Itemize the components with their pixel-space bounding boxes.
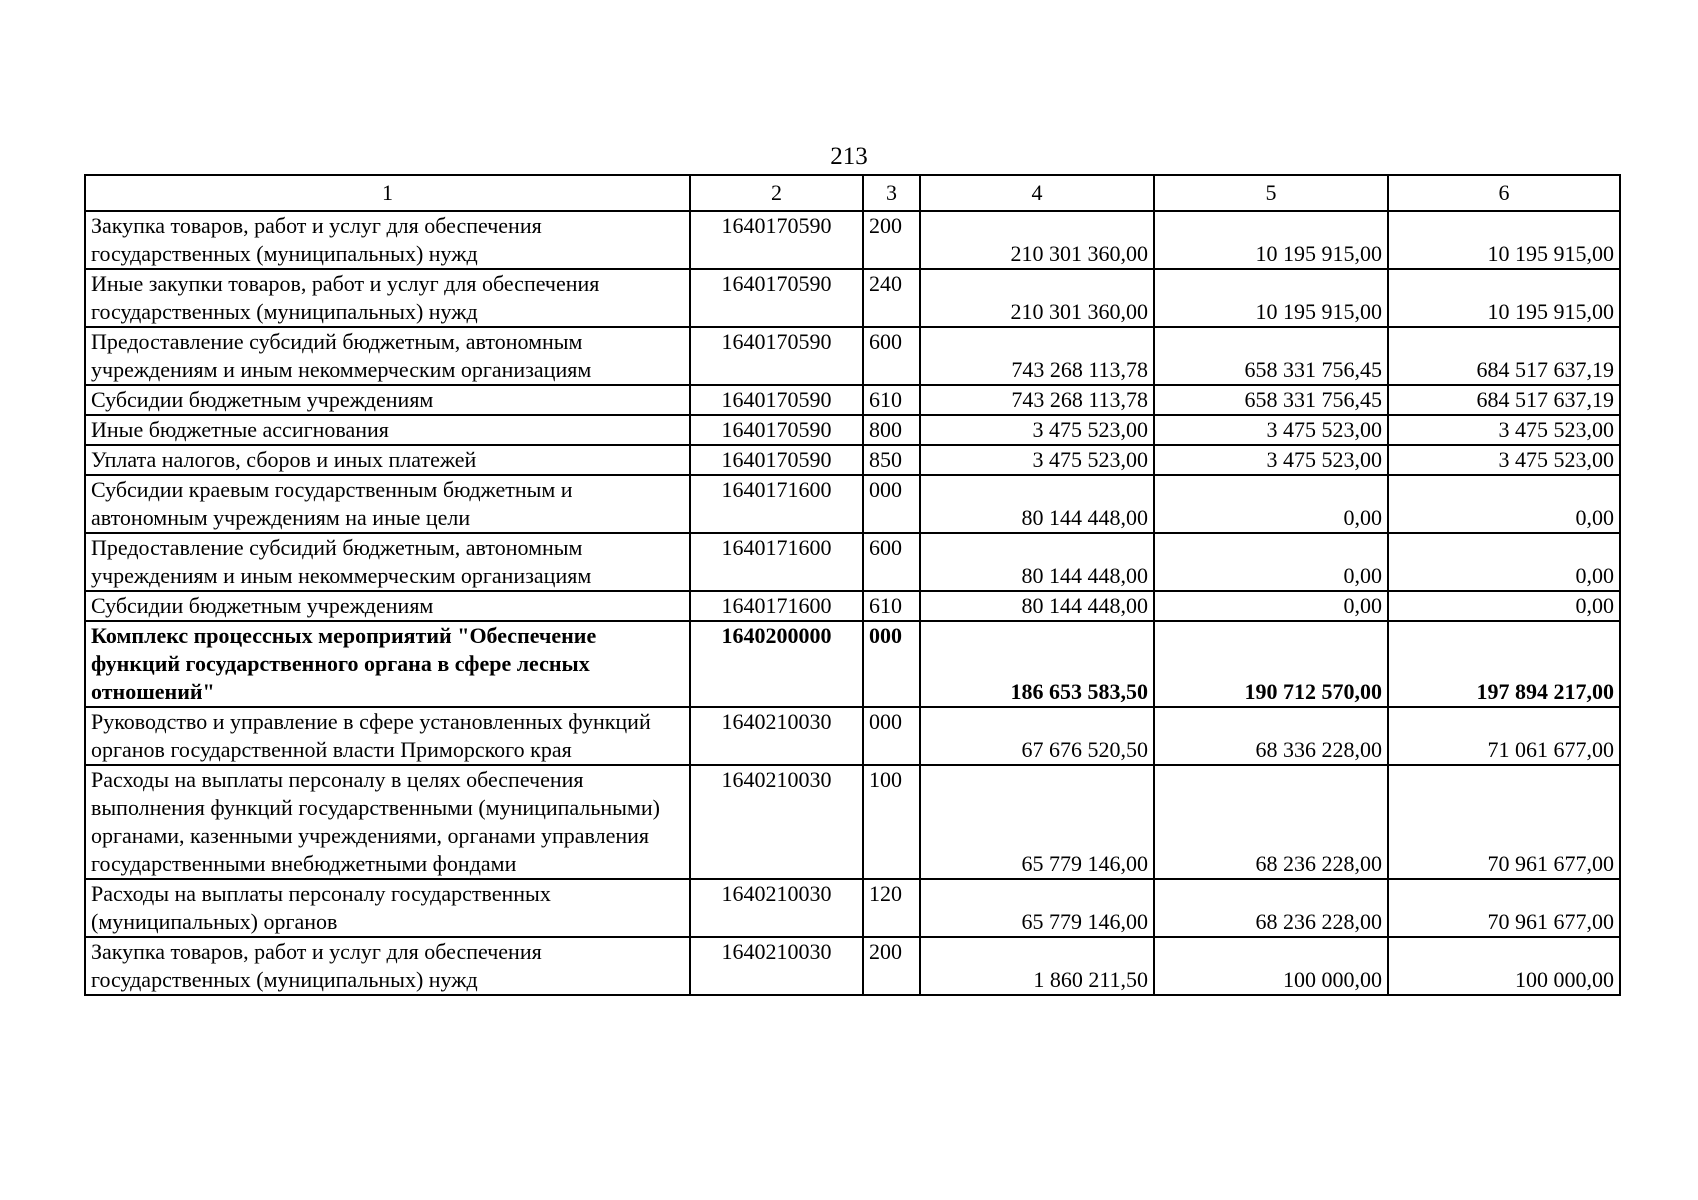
row-expense-type: 000 [863,707,920,765]
row-amount-col4: 65 779 146,00 [920,765,1154,879]
row-expense-type: 000 [863,621,920,707]
row-code: 1640170590 [690,385,863,415]
row-name: Уплата налогов, сборов и иных платежей [85,445,690,475]
row-name: Предоставление субсидий бюджетным, автономным учреждениям и иным некоммерческим организациям [85,533,690,591]
row-expense-type: 800 [863,415,920,445]
row-code: 1640210030 [690,765,863,879]
row-name: Руководство и управление в сфере установленных функций органов государственной власти Приморского края [85,707,690,765]
row-code: 1640171600 [690,533,863,591]
row-amount-col6: 684 517 637,19 [1388,385,1620,415]
row-name: Субсидии краевым государственным бюджетным и автономным учреждениям на иные цели [85,475,690,533]
row-amount-col4: 80 144 448,00 [920,475,1154,533]
row-amount-col4: 210 301 360,00 [920,269,1154,327]
row-amount-col4: 210 301 360,00 [920,211,1154,269]
row-code: 1640171600 [690,591,863,621]
row-amount-col5: 68 336 228,00 [1154,707,1388,765]
row-name: Иные бюджетные ассигнования [85,415,690,445]
row-code: 1640170590 [690,415,863,445]
table-row [85,765,1620,879]
row-expense-type: 600 [863,327,920,385]
table-row [85,533,1620,591]
row-name: Субсидии бюджетным учреждениям [85,591,690,621]
row-amount-col5: 100 000,00 [1154,937,1388,995]
column-header: 6 [1388,175,1620,211]
row-amount-col6: 100 000,00 [1388,937,1620,995]
column-header: 1 [85,175,690,211]
row-amount-col6: 70 961 677,00 [1388,765,1620,879]
row-code: 1640200000 [690,621,863,707]
row-amount-col6: 10 195 915,00 [1388,269,1620,327]
table-row [85,211,1620,269]
row-amount-col6: 3 475 523,00 [1388,445,1620,475]
table-row [85,591,1620,621]
table-row [85,445,1620,475]
row-code: 1640171600 [690,475,863,533]
table-row [85,327,1620,385]
row-amount-col4: 3 475 523,00 [920,415,1154,445]
row-code: 1640210030 [690,937,863,995]
row-amount-col6: 684 517 637,19 [1388,327,1620,385]
row-amount-col4: 67 676 520,50 [920,707,1154,765]
row-name: Расходы на выплаты персоналу государственных (муниципальных) органов [85,879,690,937]
row-code: 1640210030 [690,707,863,765]
row-amount-col5: 10 195 915,00 [1154,269,1388,327]
table-row [85,385,1620,415]
column-header: 5 [1154,175,1388,211]
row-amount-col5: 658 331 756,45 [1154,327,1388,385]
row-code: 1640170590 [690,445,863,475]
row-amount-col5: 0,00 [1154,533,1388,591]
row-amount-col4: 80 144 448,00 [920,591,1154,621]
table-row [85,707,1620,765]
table-row [85,621,1620,707]
row-name: Предоставление субсидий бюджетным, автономным учреждениям и иным некоммерческим организациям [85,327,690,385]
table-header-row [85,175,1620,211]
row-amount-col5: 0,00 [1154,475,1388,533]
row-name: Субсидии бюджетным учреждениям [85,385,690,415]
column-header: 4 [920,175,1154,211]
row-name: Закупка товаров, работ и услуг для обеспечения государственных (муниципальных) нужд [85,211,690,269]
row-expense-type: 240 [863,269,920,327]
row-amount-col4: 743 268 113,78 [920,327,1154,385]
row-amount-col6: 71 061 677,00 [1388,707,1620,765]
row-amount-col4: 3 475 523,00 [920,445,1154,475]
row-amount-col5: 190 712 570,00 [1154,621,1388,707]
row-code: 1640170590 [690,327,863,385]
row-name: Расходы на выплаты персоналу в целях обеспечения выполнения функций государственными (муниципальными) органами, казенными учреждениями, органами управления государственными внебюджетными фондами [85,765,690,879]
row-amount-col6: 0,00 [1388,533,1620,591]
row-amount-col5: 3 475 523,00 [1154,415,1388,445]
row-code: 1640210030 [690,879,863,937]
row-amount-col4: 186 653 583,50 [920,621,1154,707]
table-row [85,937,1620,995]
row-amount-col6: 0,00 [1388,591,1620,621]
row-expense-type: 100 [863,765,920,879]
row-amount-col5: 3 475 523,00 [1154,445,1388,475]
row-amount-col5: 658 331 756,45 [1154,385,1388,415]
row-amount-col5: 10 195 915,00 [1154,211,1388,269]
row-amount-col6: 3 475 523,00 [1388,415,1620,445]
row-code: 1640170590 [690,269,863,327]
row-amount-col5: 68 236 228,00 [1154,879,1388,937]
row-expense-type: 610 [863,591,920,621]
row-amount-col4: 65 779 146,00 [920,879,1154,937]
table-row [85,879,1620,937]
column-header: 3 [863,175,920,211]
row-expense-type: 120 [863,879,920,937]
row-amount-col6: 70 961 677,00 [1388,879,1620,937]
row-amount-col5: 68 236 228,00 [1154,765,1388,879]
row-expense-type: 000 [863,475,920,533]
row-amount-col6: 10 195 915,00 [1388,211,1620,269]
row-name: Закупка товаров, работ и услуг для обеспечения государственных (муниципальных) нужд [85,937,690,995]
row-expense-type: 200 [863,211,920,269]
row-name: Иные закупки товаров, работ и услуг для обеспечения государственных (муниципальных) нужд [85,269,690,327]
table-row [85,269,1620,327]
row-amount-col4: 1 860 211,50 [920,937,1154,995]
column-header: 2 [690,175,863,211]
table-row [85,415,1620,445]
row-amount-col4: 80 144 448,00 [920,533,1154,591]
table-row [85,475,1620,533]
row-amount-col4: 743 268 113,78 [920,385,1154,415]
row-expense-type: 200 [863,937,920,995]
row-expense-type: 600 [863,533,920,591]
budget-table [84,174,1621,996]
row-expense-type: 610 [863,385,920,415]
row-code: 1640170590 [690,211,863,269]
page-number: 213 [830,143,868,170]
row-name: Комплекс процессных мероприятий "Обеспечение функций государственного органа в сфере лесных отношений" [85,621,690,707]
row-expense-type: 850 [863,445,920,475]
row-amount-col6: 197 894 217,00 [1388,621,1620,707]
row-amount-col6: 0,00 [1388,475,1620,533]
row-amount-col5: 0,00 [1154,591,1388,621]
